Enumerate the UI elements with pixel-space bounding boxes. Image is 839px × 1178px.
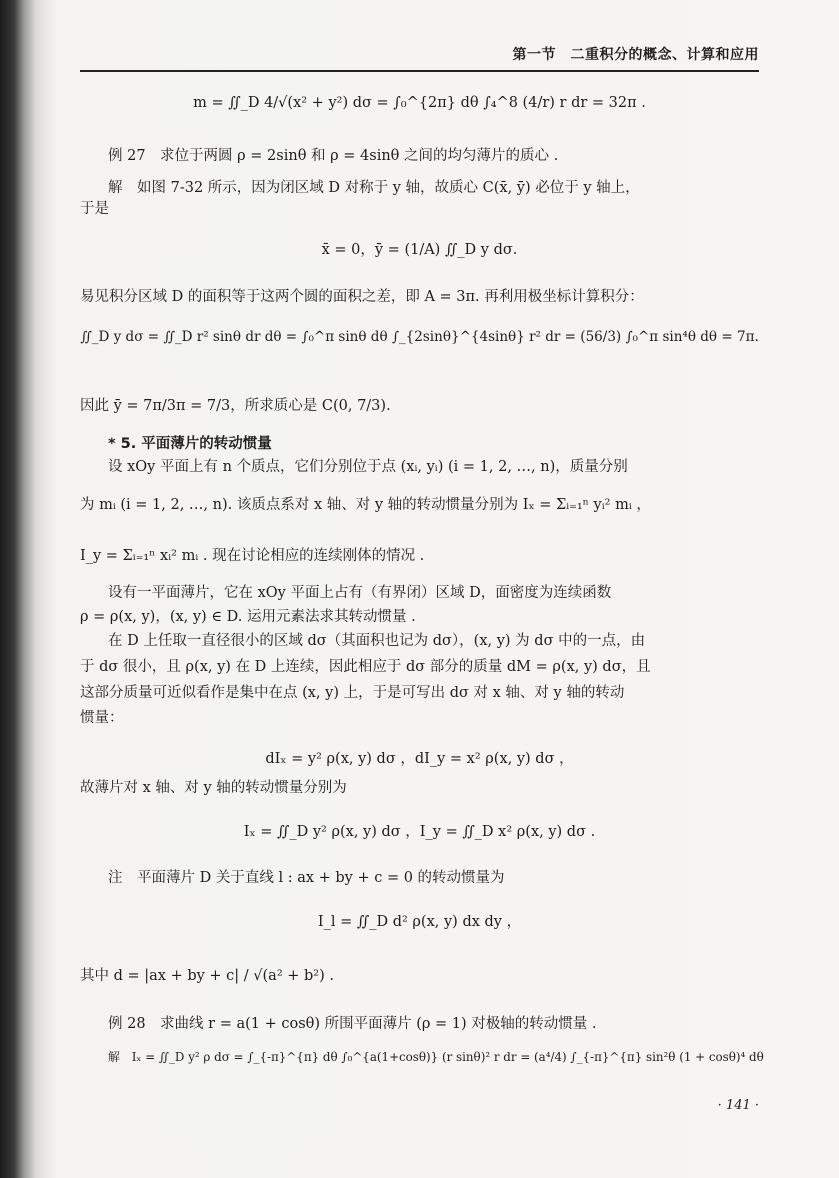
example-27-solution-line-2: 于是 <box>80 201 109 217</box>
equation-centroid: x̄ = 0，ȳ = (1/A) ∬_D y dσ. <box>321 242 518 258</box>
running-header <box>80 40 759 72</box>
paragraph-3-line-1: 在 D 上任取一直径很小的区域 dσ（其面积也记为 dσ），(x, y) 为 dσ 中的一点，由 <box>108 633 646 649</box>
paragraph-1-line-3: I_y = Σᵢ₌₁ⁿ xᵢ² mᵢ . 现在讨论相应的连续刚体的情况 . <box>80 548 425 564</box>
paragraph-3-line-3: 这部分质量可近似看作是集中在点 (x, y) 上，于是可写出 dσ 对 x 轴、对 y 轴的转动 <box>80 685 625 701</box>
paragraph-1-line-1: 设 xOy 平面上有 n 个质点，它们分别位于点 (xᵢ, yᵢ) (i = 1, 2, …, n)，质量分别 <box>108 459 628 475</box>
equation-mass: m = ∬_D 4/√(x² + y²) dσ = ∫₀^{2π} dθ ∫₄^8 (4/r) r dr = 32π . <box>193 95 646 111</box>
equation-dI: dIₓ = y² ρ(x, y) dσ ，dI_y = x² ρ(x, y) dσ ， <box>265 751 574 767</box>
equation-integral: ∬_D y dσ = ∬_D r² sinθ dr dθ = ∫₀^π sinθ dθ ∫_{2sinθ}^{4sinθ} r² dr = (56/3) ∫₀^π sin⁴θ dθ = 7π. <box>80 329 759 345</box>
centroid-result: 因此 ȳ = 7π/3π = 7/3，所求质心是 C(0, 7/3). <box>80 398 391 414</box>
header-title: 第一节 二重积分的概念、计算和应用 <box>512 47 759 63</box>
note-text: 注 平面薄片 D 关于直线 l : ax + by + c = 0 的转动惯量为 <box>108 870 505 886</box>
equation-I-l: I_l = ∬_D d² ρ(x, y) dx dy ， <box>317 914 522 930</box>
example-27-solution-line-1: 解 如图 7-32 所示，因为闭区域 D 对称于 y 轴，故质心 C(x̄, ȳ) 必位于 y 轴上， <box>108 180 640 196</box>
page-number: · 141 · <box>717 1098 759 1113</box>
paragraph-2-line-2: ρ = ρ(x, y)，(x, y) ∈ D. 运用元素法求其转动惯量 . <box>80 609 416 625</box>
paragraph-4: 故薄片对 x 轴、对 y 轴的转动惯量分别为 <box>80 780 347 796</box>
example-27-title: 例 27 求位于两圆 ρ = 2sinθ 和 ρ = 4sinθ 之间的均匀薄片的质心 . <box>108 148 559 164</box>
equation-I: Iₓ = ∬_D y² ρ(x, y) dσ ，I_y = ∬_D x² ρ(x, y) dσ . <box>243 824 596 840</box>
area-text: 易见积分区域 D 的面积等于这两个圆的面积之差，即 A = 3π. 再利用极坐标计算积分： <box>80 289 644 305</box>
paragraph-3-line-2: 于 dσ 很小，且 ρ(x, y) 在 D 上连续，因此相应于 dσ 部分的质量 dM = ρ(x, y) dσ，且 <box>80 659 651 675</box>
example-28-solution: 解 Iₓ = ∬_D y² ρ dσ = ∫_{-π}^{π} dθ ∫₀^{a(1+cosθ)} (r sinθ)² r dr = (a⁴/4) ∫_{-π}^{π} sin²θ (1 + cosθ)⁴ dθ <box>108 1050 764 1064</box>
paragraph-2-line-1: 设有一平面薄片，它在 xOy 平面上占有（有界闭）区域 D，面密度为连续函数 <box>108 585 612 601</box>
paragraph-3-line-4: 惯量： <box>80 710 124 726</box>
distance-definition: 其中 d = |ax + by + c| / √(a² + b²) . <box>80 968 334 984</box>
paragraph-1-line-2: 为 mᵢ (i = 1, 2, …, n). 该质点系对 x 轴、对 y 轴的转动惯量分别为 Iₓ = Σᵢ₌₁ⁿ yᵢ² mᵢ ， <box>80 497 651 513</box>
example-28-title: 例 28 求曲线 r = a(1 + cosθ) 所围平面薄片 (ρ = 1) 对极轴的转动惯量 . <box>108 1016 597 1032</box>
section-5-heading: * 5. 平面薄片的转动惯量 <box>108 436 272 452</box>
